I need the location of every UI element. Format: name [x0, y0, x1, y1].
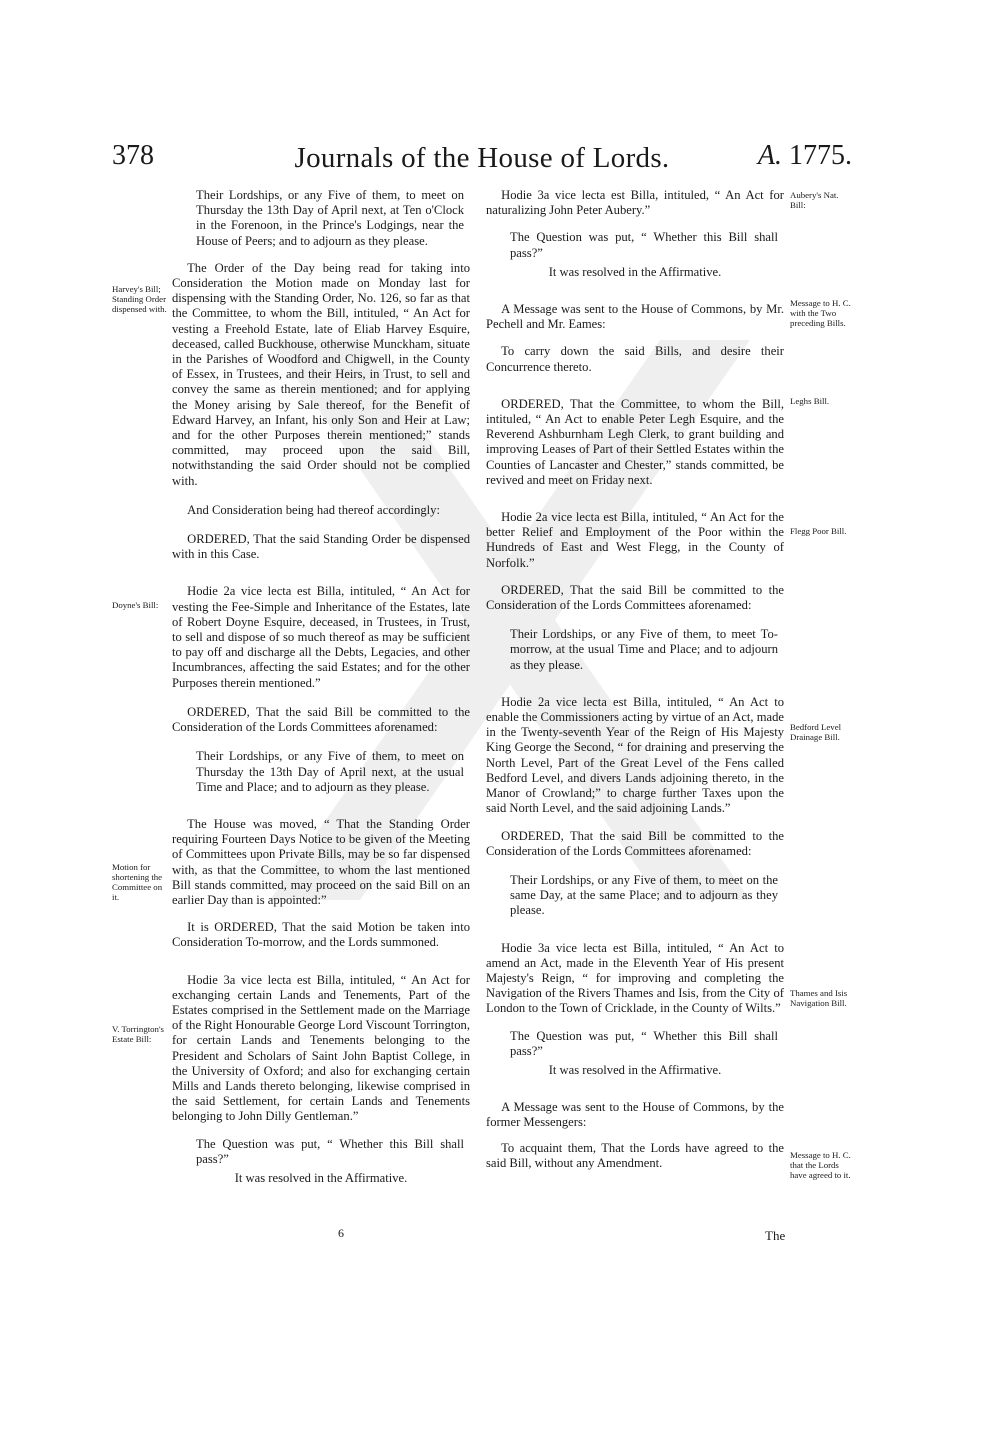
year-label	[758, 140, 852, 172]
margin-note: Aubery's Nat. Bill:	[790, 190, 839, 210]
right-block: Their Lordships, or any Five of them, to meet To-morrow, at the usual Time and Place; and to adjourn as they please.	[510, 627, 778, 672]
margin-note: V. Torrington's Estate Bill:	[112, 1024, 164, 1044]
right-block: It was resolved in the Affirmative.	[548, 264, 722, 279]
left-block: The Question was put, “ Whether this Bill shall pass?”	[196, 1136, 464, 1166]
left-block: It was resolved in the Affirmative.	[234, 1170, 408, 1185]
right-block: The Question was put, “ Whether this Bill shall pass?”	[510, 230, 778, 260]
right-block: To acquaint them, That the Lords have agreed to the said Bill, without any Amendment.	[486, 1140, 784, 1170]
right-block: Their Lordships, or any Five of them, to meet on the same Day, at the same Place; and to adjourn as they please.	[510, 872, 778, 918]
right-block: Hodie 3a vice lecta est Billa, intituled, “ An Act to amend an Act, made in the Eleventh Year of His present Majesty's Reign, “ for improving and completing the Navigation of the Rivers Thames and Isis, from the City of London to the Town of Cricklade, in the County of Wilts.”	[486, 940, 784, 1016]
right-block: The Question was put, “ Whether this Bill shall pass?”	[510, 1028, 778, 1058]
margin-note: Flegg Poor Bill.	[790, 526, 847, 536]
left-block: Hodie 2a vice lecta est Billa, intituled, “ An Act for vesting the Fee-Simple and Inheritance of the Estates, late of Robert Doyne Esquire, deceased, in Trustees, in Trust, to sell and dispose of so much thereof as may be sufficient to pay off and discharge all the Debts, Legacies, and other Incumbrances, affecting the said Estates; and for the other Purposes therein mentioned.”	[172, 584, 470, 690]
margin-note: Message to H. C. with the Two preceding Bills.	[790, 298, 851, 328]
year-number: 1775.	[789, 140, 852, 171]
margin-note: Motion for shortening the Committee on it.	[112, 862, 163, 902]
right-block: It was resolved in the Affirmative.	[548, 1062, 722, 1077]
left-block: Their Lordships, or any Five of them, to meet on Thursday the 13th Day of April next, at the usual Time and Place; and to adjourn as they please.	[196, 749, 464, 794]
page-header	[112, 140, 852, 186]
margin-note: Bedford Level Drainage Bill.	[790, 722, 842, 742]
year-prefix: A.	[757, 140, 782, 171]
left-block: The House was moved, “ That the Standing Order requiring Fourteen Days Notice to be given of the Meeting of Committees upon Private Bills, may be so far dispensed with, as that the Committee, to whom the last mentioned Bill stands committed, may proceed on the said Bill on an earlier Day than is appointed:”	[172, 816, 470, 907]
page-number: 378	[112, 140, 154, 171]
right-block: Hodie 3a vice lecta est Billa, intituled, “ An Act for naturalizing John Peter Aubery.”	[486, 188, 784, 218]
running-title: Journals of the House of Lords.	[294, 142, 670, 174]
right-block: ORDERED, That the said Bill be committed to the Consideration of the Lords Committees aforenamed:	[486, 582, 784, 613]
margin-note: Harvey's Bill; Standing Order dispensed with.	[112, 284, 167, 314]
right-block: Hodie 2a vice lecta est Billa, intituled, “ An Act for the better Relief and Employment of the Poor within the Hundreds of East and West Flegg, in the County of Norfolk.”	[486, 510, 784, 570]
signature-mark: 6	[338, 1226, 344, 1240]
left-block: And Consideration being had thereof accordingly:	[187, 502, 440, 517]
right-block: A Message was sent to the House of Commons, by Mr. Pechell and Mr. Eames:	[486, 302, 784, 332]
left-block: Their Lordships, or any Five of them, to meet on Thursday the 13th Day of April next, at Ten o'Clock in the Forenoon, in the Prince's Lodgings, near the House of Peers; and to adjourn as they please.	[196, 188, 464, 248]
left-block: The Order of the Day being read for taking into Consideration the Motion made on Monday last for dispensing with the Standing Order, No. 126, so far as that the Committee, to whom the Bill, intituled, “ An Act for vesting a Freehold Estate, late of Eliab Harvey Esquire, deceased, called Buckhouse, otherwise Munckham, situate in the Parishes of Woodford and Chigwell, in the County of Essex, in Trustees, and their Heirs, in Trust, to sell and convey the same as therein mentioned; and for applying the Money arising by Sale thereof, for the Benefit of Edward Harvey, an Infant, his only Son and Heir at Law; and for the other Purposes therein mentioned;” stands committed, may proceed upon the said Bill, notwithstanding the said Order should not be complied with.	[172, 260, 470, 488]
left-block: It is ORDERED, That the said Motion be taken into Consideration To-morrow, and the Lords summoned.	[172, 920, 470, 950]
left-block: Hodie 3a vice lecta est Billa, intituled, “ An Act for exchanging certain Lands and Tenements, Part of the Estates comprised in the Settlement made on the Marriage of the Right Honourable George Lord Viscount Torrington, for certain Lands and Tenements belonging to the President and Scholars of Saint John Baptist College, in the University of Oxford; and also for exchanging certain Mills and Lands thereto belonging, likewise comprised in the said Settlement, for certain Lands and Tenements belonging to John Dilly Gentleman.”	[172, 972, 470, 1124]
right-block: ORDERED, That the Committee, to whom the Bill, intituled, “ An Act to enable Peter Legh Esquire, and the Reverend Ashburnham Legh Clerk, to grant building and improving Leases of Part of their Settled Estates within the Counties of Lancaster and Chester,” stands committed, be revived and meet on Friday next.	[486, 396, 784, 487]
margin-note: Thames and Isis Navigation Bill.	[790, 988, 848, 1008]
catchword: The	[765, 1228, 786, 1243]
left-block: ORDERED, That the said Bill be committed to the Consideration of the Lords Committees aforenamed:	[172, 704, 470, 735]
right-block: A Message was sent to the House of Commons, by the former Messengers:	[486, 1100, 784, 1130]
left-block: ORDERED, That the said Standing Order be dispensed with in this Case.	[172, 532, 470, 562]
margin-note: Doyne's Bill:	[112, 600, 159, 610]
right-block: To carry down the said Bills, and desire their Concurrence thereto.	[486, 344, 784, 374]
margin-note: Message to H. C. that the Lords have agreed to it.	[790, 1150, 851, 1180]
margin-note: Leghs Bill.	[790, 396, 830, 406]
left-column	[172, 188, 470, 1186]
right-block: ORDERED, That the said Bill be committed to the Consideration of the Lords Committees aforenamed:	[486, 828, 784, 858]
right-block: Hodie 2a vice lecta est Billa, intituled, “ An Act to enable the Commissioners acting by virtue of an Act, made in the Twenty-seventh Year of the Reign of His Majesty King George the Second, “ for draining and preserving the North Level, Part of the Great Level of the Fens called Bedford Level, and divers Lands adjoining thereto, in the Manor of Crowland;” to charge further Taxes upon the said North Level, and the said adjoining Lands.”	[486, 694, 784, 816]
right-column	[486, 188, 784, 1171]
